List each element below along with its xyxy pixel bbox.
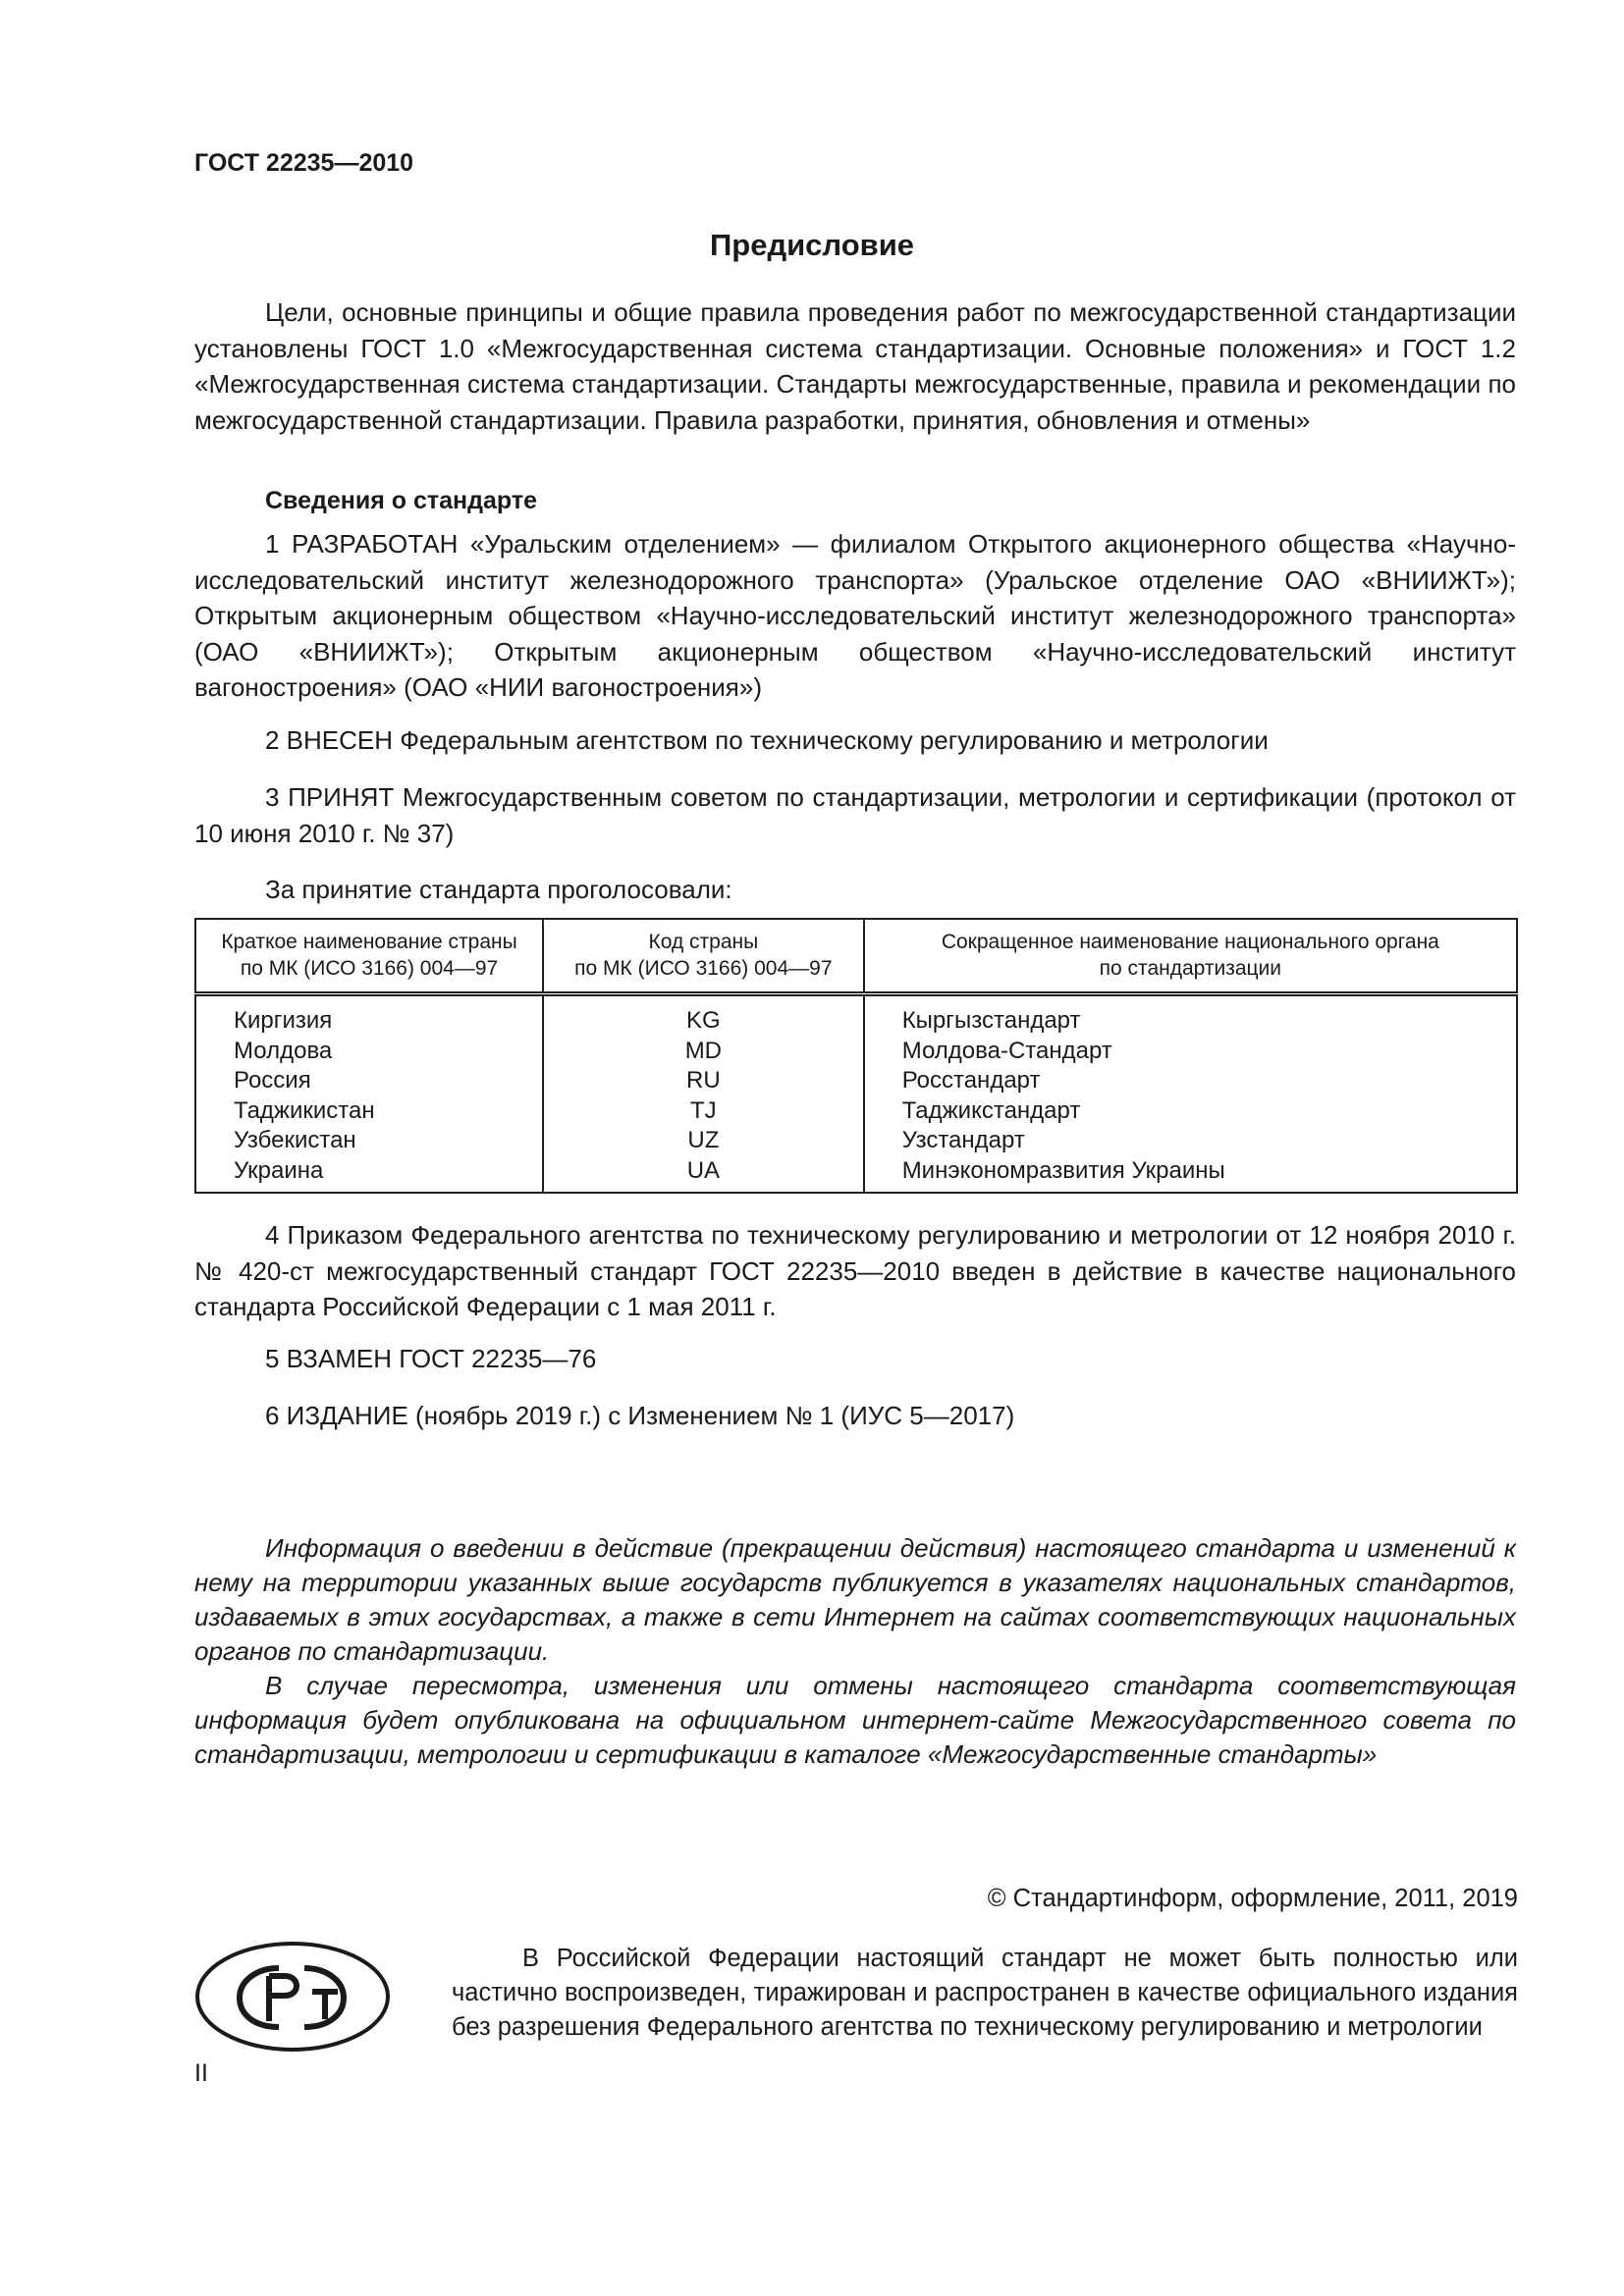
table-cell-country: Таджикистан (234, 1096, 375, 1124)
table-cell-body: Минэкономразвития Украины (901, 1156, 1225, 1184)
header-standards-body: Сокращенное наименование национального органа по стандартизации (864, 919, 1517, 994)
info-note-paragraph-2: В случае пересмотра, изменения или отмены настоящего стандарта соответствующая информация будет опубликована на официальном интернет-сайте Межгосударственного совета по стандартизации, метрологии и сертификации в каталоге «Межгосударственные стандарты» (194, 1671, 1516, 1769)
table-cell-code: RU (686, 1067, 721, 1094)
table-header-row (195, 919, 1517, 994)
item-6-edition: 6 ИЗДАНИЕ (ноябрь 2019 г.) с Изменением № 1 (ИУС 5—2017) (265, 1401, 1015, 1430)
table-cell-code: TJ (690, 1096, 717, 1124)
item-1-developed-by: 1 РАЗРАБОТАН «Уральским отделением» — филиалом Открытого акционерного общества «Научно-исследовательский институт железнодорожного транспорта» (Уральское отделение ОАО «ВНИИЖТ»); Открытым акционерным обществом «Научно-исследовательский институт железнодорожного транспорта» (ОАО «ВНИИЖТ»); Открытым акционерным обществом «Научно-исследовательский институт вагоностроения» (ОАО «НИИ вагоностроения») (194, 529, 1516, 702)
item-3-adopted-by: 3 ПРИНЯТ Межгосударственным советом по стандартизации, метрологии и сертификации (протокол от 10 июня 2010 г. № 37) (194, 782, 1516, 848)
item-2-introduced-by: 2 ВНЕСЕН Федеральным агентством по техническому регулированию и метрологии (265, 725, 1269, 755)
table-cell-body: Росстандарт (901, 1067, 1041, 1094)
item-5-replaces: 5 ВЗАМЕН ГОСТ 22235—76 (265, 1344, 597, 1373)
table-cell-body: Молдова-Стандарт (901, 1037, 1112, 1064)
standards-body-column (864, 994, 1517, 1194)
table-cell-country: Узбекистан (234, 1127, 356, 1153)
info-note-paragraph-1: Информация о введении в действие (прекращении действия) настоящего стандарта и изменений к нему на территории указанных выше государств публикуется в указателях национальных стандартов, издаваемых в этих государствах, а также в сети Интернет на сайтах соответствующих национальных органов по стандартизации. (194, 1533, 1516, 1666)
document-code: ГОСТ 22235—2010 (194, 149, 414, 177)
table-body-row (195, 994, 1517, 1194)
page-title: Предисловие (709, 228, 914, 262)
table-cell-country: Россия (234, 1067, 311, 1094)
table-cell-country: Молдова (234, 1037, 333, 1064)
intro-paragraph: Цели, основные принципы и общие правила проведения работ по межгосударственной стандартизации установлены ГОСТ 1.0 «Межгосударственная система стандартизации. Основные положения» и ГОСТ 1.2 «Межгосударственная система стандартизации. Стандарты межгосударственные, правила и рекомендации по межгосударственной стандартизации. Правила разработки, принятия, обновления и отмены» (194, 297, 1516, 435)
copyright-line: © Стандартинформ, оформление, 2011, 2019 (987, 1885, 1518, 1912)
table-cell-code: MD (684, 1037, 723, 1064)
item-4-order: 4 Приказом Федерального агентства по техническому регулированию и метрологии от 12 ноября 2010 г. № 420-ст межгосударственный стандарт ГОСТ 22235—2010 введен в действие в качестве национального стандарта Российской Федерации с 1 мая 2011 г. (194, 1220, 1516, 1321)
country-name-column (195, 994, 543, 1194)
copyright-notice: В Российской Федерации настоящий стандарт не может быть полностью или частично воспроизведен, тиражирован и распространен в качестве официального издания без разрешения Федерального агентства по техническому регулированию и метрологии (452, 1945, 1518, 2041)
table-cell-body: Таджикстандарт (901, 1096, 1081, 1124)
table-cell-body: Кыргызстандарт (901, 1007, 1081, 1034)
table-cell-body: Узстандарт (901, 1127, 1025, 1153)
table-cell-code: UZ (687, 1127, 720, 1153)
voting-countries-table (194, 918, 1518, 1194)
page-number: II (194, 2059, 208, 2087)
section-subheading: Сведения о стандарте (265, 487, 538, 514)
pst-certification-logo-icon (194, 1941, 391, 2053)
table-cell-code: KG (686, 1007, 721, 1034)
vote-intro: За принятие стандарта проголосовали: (265, 875, 732, 904)
header-country-name: Краткое наименование страны по МК (ИСО 3166) 004—97 (195, 919, 543, 994)
table-cell-country: Украина (234, 1156, 324, 1184)
country-code-column (543, 994, 864, 1194)
header-country-code: Код страны по МК (ИСО 3166) 004—97 (543, 919, 864, 994)
table-cell-code: UA (686, 1156, 721, 1184)
table-cell-country: Киргизия (234, 1007, 333, 1034)
